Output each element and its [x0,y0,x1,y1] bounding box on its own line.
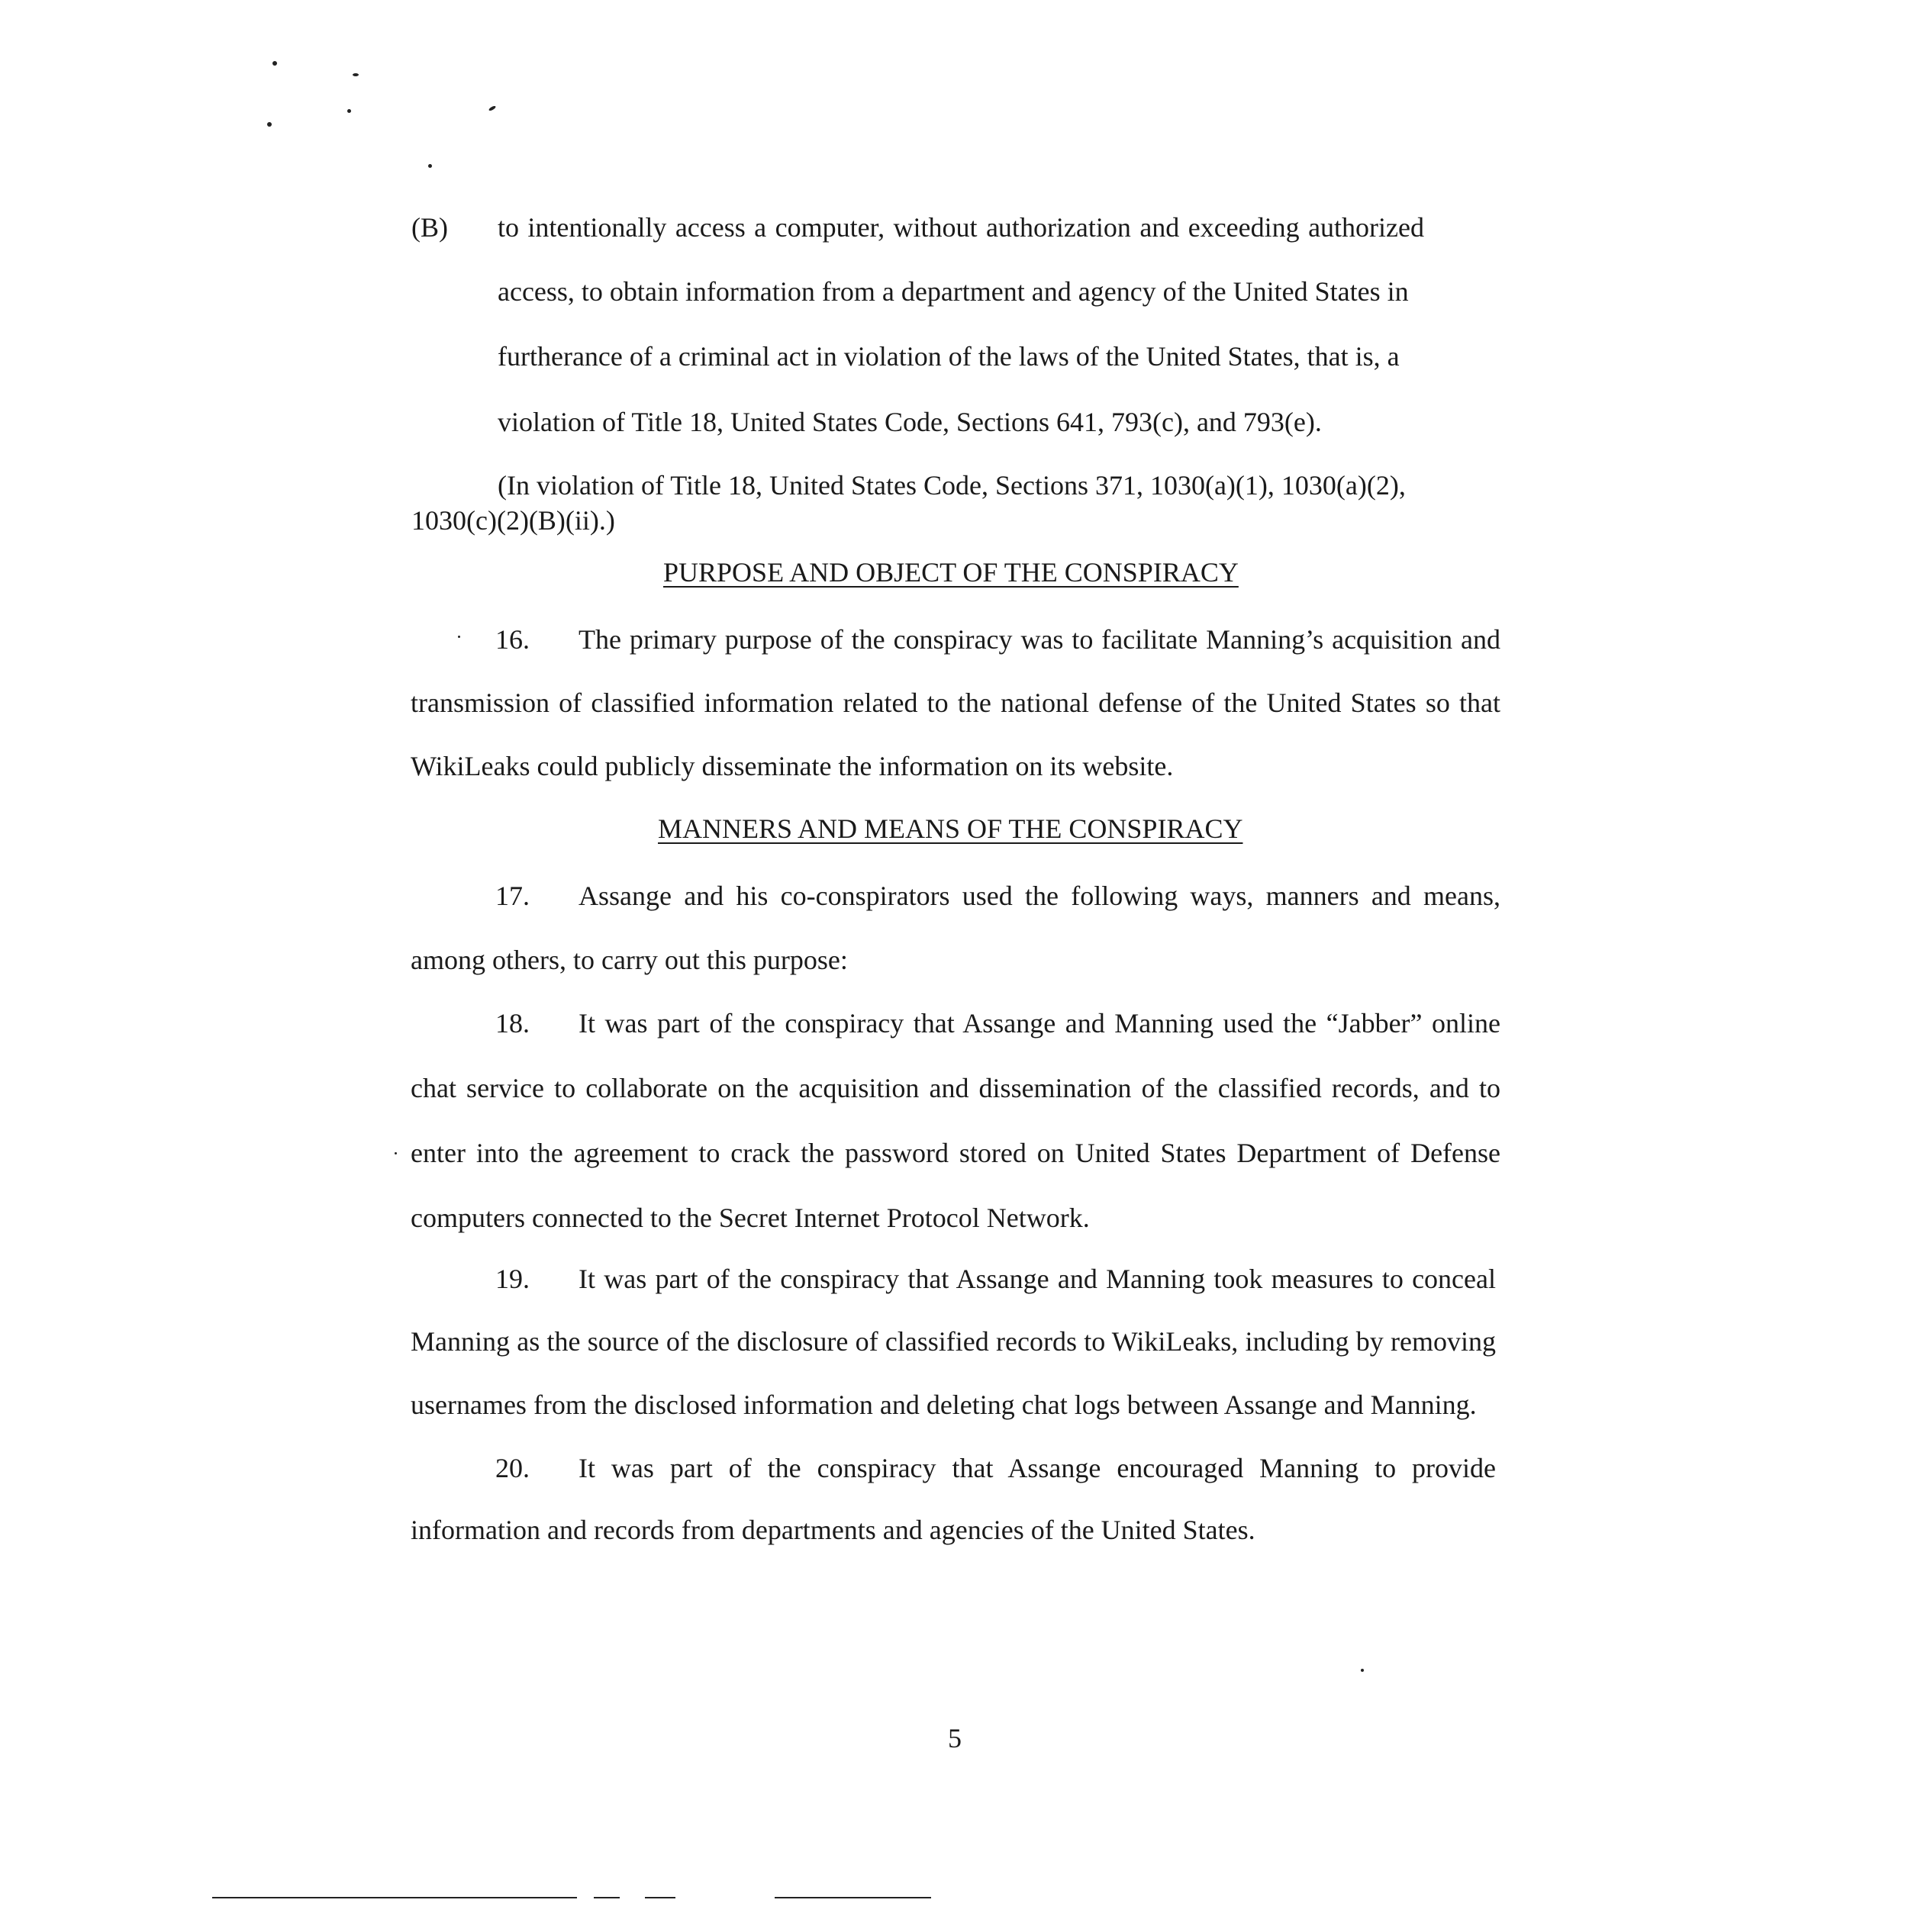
paragraph-18-line: chat service to collaborate on the acquisition and dissemination of the classified records, and to [411,1073,1500,1103]
item-b-line: access, to obtain information from a department and agency of the United States in [498,276,1409,307]
paragraph-20-line: information and records from departments and agencies of the United States. [411,1515,1255,1545]
paragraph-19-line: Manning as the source of the disclosure of classified records to WikiLeaks, including by removing [411,1326,1496,1357]
section-heading-purpose: PURPOSE AND OBJECT OF THE CONSPIRACY [663,557,1239,588]
section-heading-manners: MANNERS AND MEANS OF THE CONSPIRACY [658,813,1243,844]
scan-speck [428,164,432,168]
paragraph-number: 18. [495,1008,530,1038]
citation-line: 1030(c)(2)(B)(ii).) [411,505,615,536]
scan-speck [395,1152,397,1154]
item-b-line: to intentionally access a computer, without authorization and exceeding authorized [498,212,1424,243]
paragraph-17-first-line: Assange and his co-conspirators used the following ways, manners and means, [579,881,1500,911]
scan-rule [775,1897,931,1898]
paragraph-19-first-line: It was part of the conspiracy that Assange and Manning took measures to conceal [579,1264,1496,1294]
scan-rule [212,1897,577,1898]
paragraph-number: 16. [495,624,530,655]
citation-line: (In violation of Title 18, United States Code, Sections 371, 1030(a)(1), 1030(a)(2), [498,470,1406,501]
paragraph-19-line: usernames from the disclosed information and deleting chat logs between Assange and Manning. [411,1389,1477,1420]
scan-speck [458,636,460,638]
paragraph-16-first-line: The primary purpose of the conspiracy was to facilitate Manning’s acquisition and [579,624,1500,655]
item-b-label: (B) [411,212,448,243]
scan-speck [353,73,359,76]
paragraph-number: 19. [495,1264,530,1294]
scan-speck [347,109,351,113]
item-b-line: violation of Title 18, United States Code, Sections 641, 793(c), and 793(e). [498,407,1322,437]
paragraph-number: 17. [495,881,530,911]
paragraph-16-line: transmission of classified information related to the national defense of the United States so that [411,687,1500,718]
scan-rule [645,1897,675,1898]
paragraph-20-first-line: It was part of the conspiracy that Assange encouraged Manning to provide [579,1453,1496,1483]
paragraph-18-line: computers connected to the Secret Internet Protocol Network. [411,1203,1090,1233]
scan-rule [594,1897,620,1898]
page-number: 5 [948,1723,962,1753]
scan-speck [272,61,277,66]
paragraph-16-line: WikiLeaks could publicly disseminate the information on its website. [411,751,1174,781]
paragraph-17-line: among others, to carry out this purpose: [411,945,848,975]
scan-speck [488,105,497,111]
paragraph-number: 20. [495,1453,530,1483]
scan-speck [267,122,272,127]
paragraph-18-line: enter into the agreement to crack the password stored on United States Department of Defense [411,1138,1500,1168]
paragraph-18-first-line: It was part of the conspiracy that Assange and Manning used the “Jabber” online [579,1008,1500,1038]
item-b-line: furtherance of a criminal act in violation of the laws of the United States, that is, a [498,341,1400,372]
scan-speck [1361,1669,1364,1672]
